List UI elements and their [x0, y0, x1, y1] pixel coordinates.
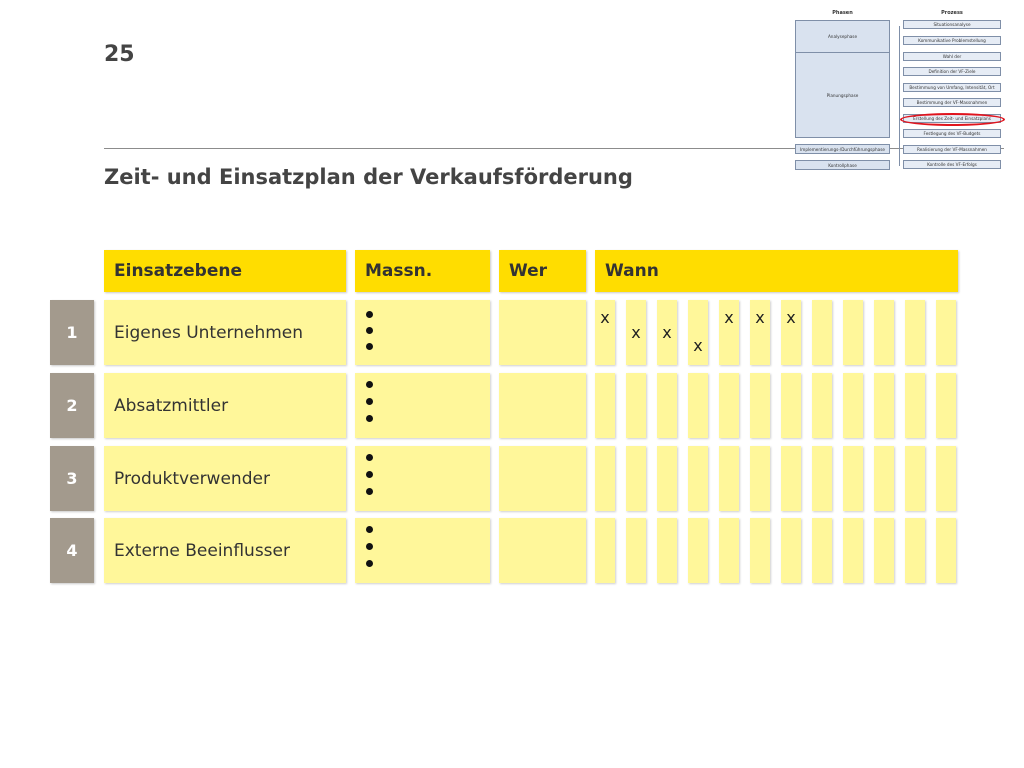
time-cell — [750, 373, 770, 438]
time-mark: x — [786, 308, 796, 327]
process-step: Kommunikative Problemstellung — [903, 36, 1001, 45]
time-cell — [657, 446, 677, 511]
process-step: Wahl der — [903, 52, 1001, 61]
bullet — [366, 488, 373, 495]
phases-header: Phasen — [832, 10, 853, 16]
phase-analysis: Analysephase — [795, 20, 890, 53]
bullet — [366, 471, 373, 478]
row-level: Produktverwender — [104, 446, 346, 511]
time-cell — [626, 373, 646, 438]
time-cell — [843, 518, 863, 583]
highlight-ellipse — [900, 113, 1005, 126]
time-cell — [812, 300, 832, 365]
time-cell — [936, 300, 956, 365]
row-wer-cell — [499, 300, 586, 365]
time-cell — [688, 446, 708, 511]
row-level: Externe Beeinflusser — [104, 518, 346, 583]
time-cell — [936, 518, 956, 583]
row-number: 3 — [50, 446, 94, 511]
time-cell — [843, 300, 863, 365]
process-step-highlighted: Erstellung des Zeit- und Einsatzplans — [903, 114, 1001, 123]
bullet-list — [364, 446, 378, 506]
time-cell — [595, 446, 615, 511]
row-number: 1 — [50, 300, 94, 365]
time-cell — [905, 446, 925, 511]
time-cell — [688, 300, 708, 365]
time-cell — [874, 373, 894, 438]
time-cell — [843, 373, 863, 438]
time-cell — [750, 446, 770, 511]
time-cell — [595, 518, 615, 583]
time-cell — [781, 373, 801, 438]
time-cell — [905, 373, 925, 438]
phase-control: Kontrollphase — [795, 160, 890, 170]
row-number: 4 — [50, 518, 94, 583]
bullet-list — [364, 373, 378, 433]
header-einsatzebene: Einsatzebene — [104, 250, 346, 292]
time-mark: x — [693, 336, 703, 355]
bullet — [366, 415, 373, 422]
row-wer-cell — [499, 518, 586, 583]
time-cell — [595, 373, 615, 438]
time-cell — [719, 373, 739, 438]
row-level: Absatzmittler — [104, 373, 346, 438]
time-cell — [750, 518, 770, 583]
bullet — [366, 560, 373, 567]
time-cell — [719, 446, 739, 511]
row-level: Eigenes Unternehmen — [104, 300, 346, 365]
time-cell — [688, 373, 708, 438]
process-diagram — [790, 8, 1010, 178]
bullet — [366, 327, 373, 334]
bullet-list — [364, 518, 378, 578]
time-mark: x — [631, 323, 641, 342]
time-cell — [905, 300, 925, 365]
row-wer-cell — [499, 373, 586, 438]
time-cell — [812, 518, 832, 583]
time-cell — [874, 446, 894, 511]
bullet — [366, 543, 373, 550]
process-step: Situationsanalyse — [903, 20, 1001, 29]
time-cell — [812, 446, 832, 511]
process-step: Definition der VF-Ziele — [903, 67, 1001, 76]
bullet — [366, 454, 373, 461]
time-cell — [874, 300, 894, 365]
process-step: Bestimmung der VF-Massnahmen — [903, 98, 1001, 107]
time-cell — [874, 518, 894, 583]
bullet — [366, 311, 373, 318]
time-cell — [843, 446, 863, 511]
bullet — [366, 381, 373, 388]
time-cell — [657, 373, 677, 438]
phase-implementation: Implementierungs-/Durchführungsphase — [795, 144, 890, 154]
time-mark: x — [755, 308, 765, 327]
process-step: Bestimmung von Umfang, Intensität, Ort — [903, 83, 1001, 92]
connector-line — [899, 26, 900, 166]
time-cell — [936, 446, 956, 511]
time-cell — [688, 518, 708, 583]
phase-planning: Planungsphase — [795, 52, 890, 138]
process-header: Prozess — [941, 10, 963, 16]
time-cell — [812, 373, 832, 438]
time-cell — [905, 518, 925, 583]
bullet — [366, 526, 373, 533]
page-number: 25 — [104, 42, 135, 67]
process-step: Realisierung der VF-Massnahmen — [903, 145, 1001, 154]
page-title: Zeit- und Einsatzplan der Verkaufsförderung — [104, 165, 633, 189]
bullet — [366, 398, 373, 405]
bullet-list — [364, 300, 378, 360]
time-mark: x — [662, 323, 672, 342]
row-number: 2 — [50, 373, 94, 438]
time-mark: x — [600, 308, 610, 327]
time-cell — [936, 373, 956, 438]
header-wann: Wann — [595, 250, 958, 292]
header-wer: Wer — [499, 250, 586, 292]
time-cell — [626, 518, 646, 583]
time-cell — [626, 446, 646, 511]
bullet — [366, 343, 373, 350]
time-cell — [781, 518, 801, 583]
process-step: Kontrolle des VF-Erfolgs — [903, 160, 1001, 169]
header-massnahmen: Massn. — [355, 250, 490, 292]
time-mark: x — [724, 308, 734, 327]
time-cell — [657, 518, 677, 583]
time-cell — [719, 518, 739, 583]
row-wer-cell — [499, 446, 586, 511]
process-step: Festlegung des VF-Budgets — [903, 129, 1001, 138]
time-cell — [781, 446, 801, 511]
